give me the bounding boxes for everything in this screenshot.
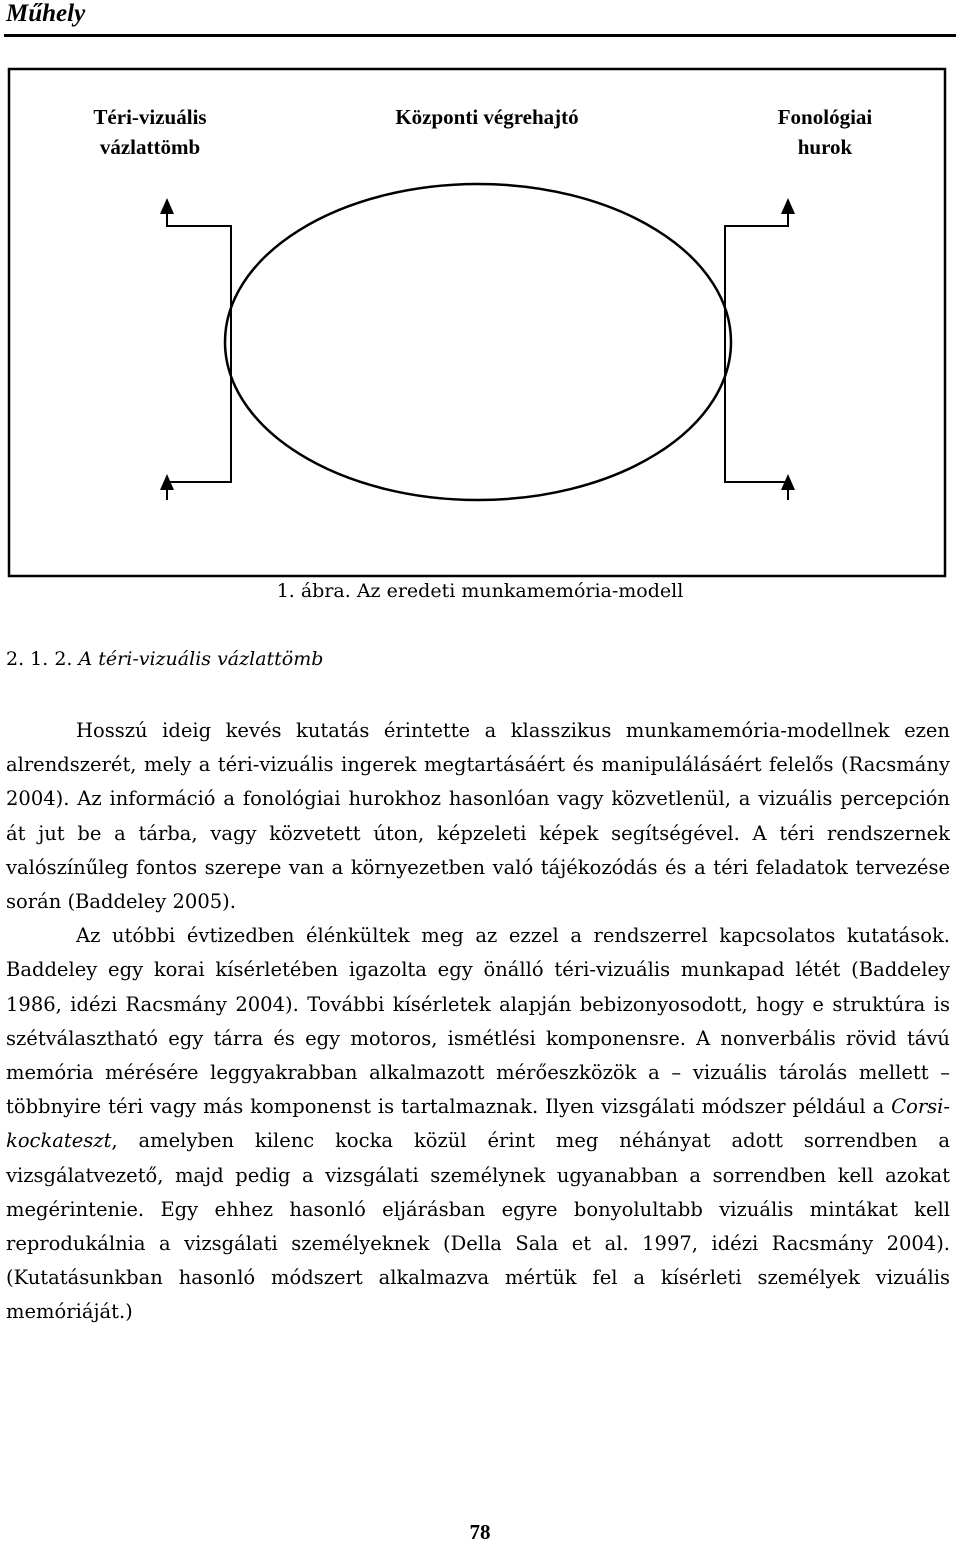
paragraph-2: [6, 919, 950, 1329]
right-connector: [725, 206, 788, 500]
left-connector: [167, 206, 231, 500]
right-arrowhead-top: [781, 198, 795, 214]
body-text: [6, 714, 950, 1330]
label-visuospatial-line2: vázlattömb: [99, 135, 201, 159]
working-memory-diagram: [0, 0, 960, 600]
label-phonological-line1: Fonológiai: [777, 105, 873, 129]
left-arrowhead-top: [160, 198, 174, 214]
label-visuospatial-line1: Téri-vizuális: [93, 105, 207, 129]
section-heading: [6, 648, 323, 670]
corsi-term: Corsi-kockateszt: [6, 1095, 950, 1153]
paragraph-2-part-2: , amelyben kilenc kocka közül érint meg néhányat adott sorrendben a vizsgálatvezető, majd pedig a vizsgálati személynek ugyanabban a sorrendben kell azokat megérintenie. Egy ehhez hasonló eljárásban egyre bonyolultabb vizuális mintákat kell reprodukálnia a vizsgálati személyeknek (Della Sala et al. 1997, idézi Racsmány 2004). (Kutatásunkban hasonló módszert alkalmazva mértük fel a kísérleti személyek vizuális memóriáját.): [6, 1129, 950, 1324]
section-number: 2. 1. 2.: [6, 648, 73, 670]
figure-caption: 1. ábra. Az eredeti munkamemória-modell: [276, 580, 684, 602]
label-central-executive: Központi végrehajtó: [395, 105, 579, 129]
section-title: A téri-vizuális vázlattömb: [78, 648, 324, 670]
running-header: Műhely: [6, 0, 86, 27]
central-executive-ellipse: [225, 184, 731, 500]
label-phonological-line2: hurok: [797, 135, 853, 159]
paragraph-1: Hosszú ideig kevés kutatás érintette a klasszikus munkamemória-modellnek ezen alrendszerét, mely a téri-vizuális ingerek megtartásáért és manipulálásáért felelős (Racsmány 2004). Az információ a fonológiai hurokhoz hasonlóan vagy közvetlenül, a vizuális percepción át jut be a tárba, vagy közvetett úton, képzeleti képek segítségével. A téri rendszernek valószínűleg fontos szerepe van a környezetben való tájékozódás és a téri feladatok tervezése során (Baddeley 2005).: [6, 719, 950, 914]
page-number: 78: [469, 1520, 491, 1544]
paragraph-2-part-1: Az utóbbi évtizedben élénkültek meg az ezzel a rendszerrel kapcsolatos kutatások. Baddeley egy korai kísérletében igazolta egy önálló téri-vizuális munkapad létét (Baddeley 1986, idézi Racsmány 2004). További kísérletek alapján bebizonyosodott, hogy e struktúra is szétválasztható egy tárra és egy motoros, ismétlési komponensre. A nonverbális rövid távú memória mérésére leggyakrabban alkalmazott mérőeszközök a – vizuális tárolás mellett – többnyire téri vagy más komponenst is tartalmaznak. Ilyen vizsgálati módszer például a: [6, 924, 950, 1119]
